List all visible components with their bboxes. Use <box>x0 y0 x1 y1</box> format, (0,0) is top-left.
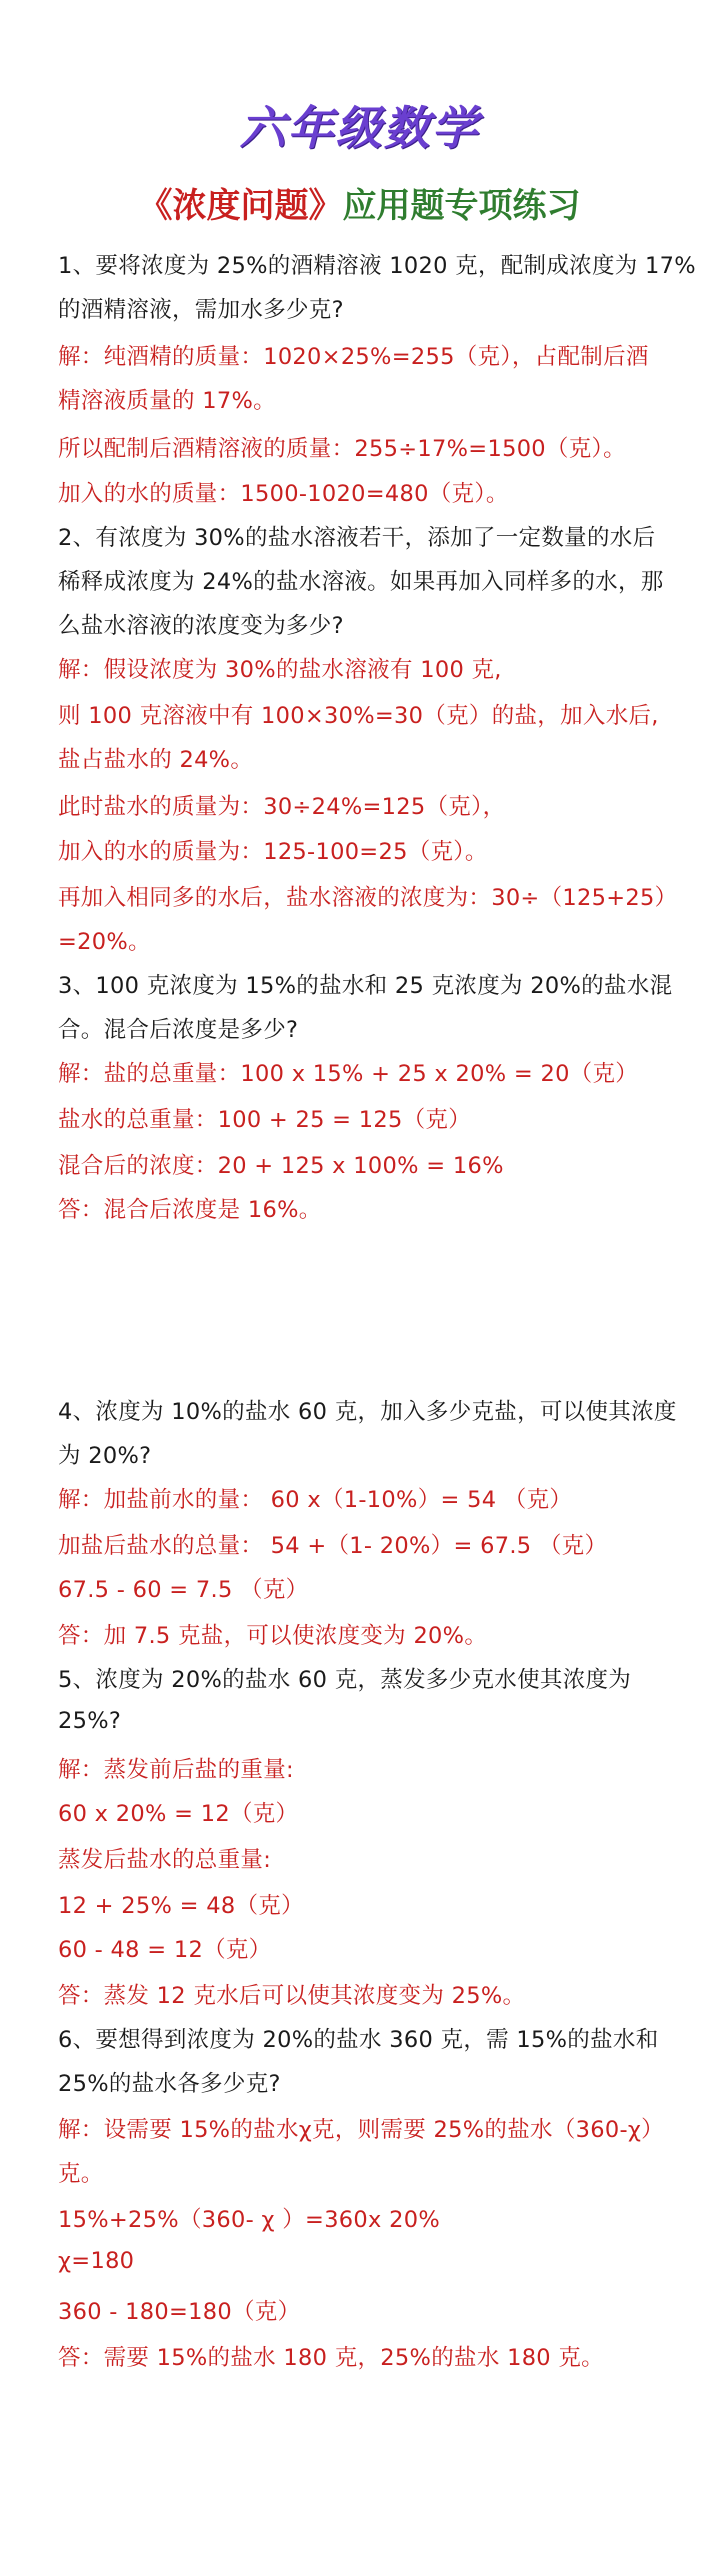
question-line: 为 20%? <box>58 1443 152 1469</box>
title-main: 《浓度问题》 <box>138 186 343 226</box>
question-line: 25%的盐水各多少克? <box>58 2071 281 2097</box>
answer-line: 所以配制后酒精溶液的质量：255÷17%=1500（克）。 <box>58 436 626 462</box>
answer-line: 60 - 48 = 12（克） <box>58 1937 272 1963</box>
answer-line: χ=180 <box>58 2248 135 2274</box>
question-line: 6、要想得到浓度为 20%的盐水 360 克，需 15%的盐水和 <box>58 2027 659 2053</box>
answer-line: 答：需要 15%的盐水 180 克，25%的盐水 180 克。 <box>58 2345 604 2371</box>
title-rest: 应用题专项练习 <box>342 186 581 226</box>
question-line: 的酒精溶液，需加水多少克? <box>58 297 344 323</box>
answer-line: 67.5 - 60 = 7.5 （克） <box>58 1577 309 1603</box>
question-line: 2、有浓度为 30%的盐水溶液若干，添加了一定数量的水后 <box>58 525 656 551</box>
question-line: 稀释成浓度为 24%的盐水溶液。如果再加入同样多的水，那 <box>58 569 664 595</box>
question-line: 4、浓度为 10%的盐水 60 克，加入多少克盐，可以使其浓度 <box>58 1399 677 1425</box>
answer-line: 加入的水的质量：1500-1020=480（克）。 <box>58 481 509 507</box>
question-line: 么盐水溶液的浓度变为多少? <box>58 613 344 639</box>
answer-line: 加入的水的质量为：125-100=25（克）。 <box>58 839 488 865</box>
answer-line: 此时盐水的质量为：30÷24%=125（克）， <box>58 794 506 820</box>
answer-line: 答：蒸发 12 克水后可以使其浓度变为 25%。 <box>58 1983 526 2009</box>
answer-line: 答：加 7.5 克盐，可以使浓度变为 20%。 <box>58 1623 488 1649</box>
answer-line: 解：假设浓度为 30%的盐水溶液有 100 克, <box>58 657 502 683</box>
answer-line: 解：蒸发前后盐的重量: <box>58 1757 294 1783</box>
answer-line: 盐水的总重量：100 + 25 = 125（克） <box>58 1107 472 1133</box>
answer-line: 混合后的浓度：20 + 125 x 100% = 16% <box>58 1153 504 1179</box>
question-line: 合。混合后浓度是多少? <box>58 1017 299 1043</box>
answer-line: 解：设需要 15%的盐水χ克，则需要 25%的盐水（360-χ） <box>58 2117 664 2143</box>
answer-line: 克。 <box>58 2161 104 2187</box>
question-line: 3、100 克浓度为 15%的盐水和 25 克浓度为 20%的盐水混 <box>58 973 673 999</box>
answer-line: 解：纯酒精的质量：1020×25%=255（克），占配制后酒 <box>58 344 649 370</box>
answer-line: 精溶液质量的 17%。 <box>58 388 276 414</box>
answer-line: 360 - 180=180（克） <box>58 2299 301 2325</box>
answer-line: 加盐后盐水的总量： 54 +（1- 20%）= 67.5 （克） <box>58 1533 608 1559</box>
answer-line: 解：盐的总重量：100 x 15% + 25 x 20% = 20（克） <box>58 1061 639 1087</box>
answer-line: 15%+25%（360- χ ）=360x 20% <box>58 2207 441 2233</box>
answer-line: 解：加盐前水的量： 60 x（1-10%）= 54 （克） <box>58 1487 573 1513</box>
question-line: 25%? <box>58 1708 122 1734</box>
question-line: 1、要将浓度为 25%的酒精溶液 1020 克，配制成浓度为 17% <box>58 253 696 279</box>
answer-line: 蒸发后盐水的总重量: <box>58 1847 272 1873</box>
answer-line: 12 + 25% = 48（克） <box>58 1893 304 1919</box>
brand-title: 六年级数学 <box>239 101 480 155</box>
page-title <box>0 178 719 227</box>
answer-line: 60 x 20% = 12（克） <box>58 1801 299 1827</box>
answer-line: 盐占盐水的 24%。 <box>58 747 254 773</box>
answer-line: =20%。 <box>58 929 151 955</box>
answer-line: 再加入相同多的水后，盐水溶液的浓度为：30÷（125+25） <box>58 885 678 911</box>
question-line: 5、浓度为 20%的盐水 60 克，蒸发多少克水使其浓度为 <box>58 1667 632 1693</box>
answer-line: 答：混合后浓度是 16%。 <box>58 1197 322 1223</box>
answer-line: 则 100 克溶液中有 100×30%=30（克）的盐，加入水后, <box>58 703 659 729</box>
